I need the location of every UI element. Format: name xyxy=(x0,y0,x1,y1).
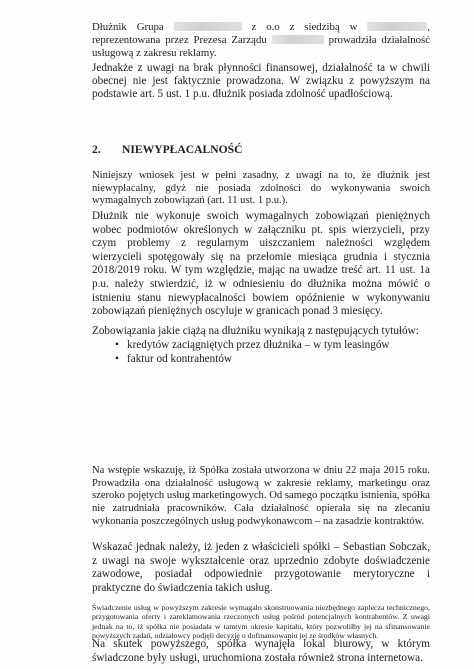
obligation-titles-list xyxy=(115,339,390,366)
intro-text-3: , reprezentowana przez Prezesa Zarządu xyxy=(92,21,430,46)
intro-paragraph-debtor xyxy=(92,21,430,60)
paragraph-justification: Niniejszy wniosek jest w pełni zasadny, z uwagi na to, że dłużnik jest niewypłacalny, gdyż nie posiada zdolności do wykonywania swoich wymagalnych zobowiązań (art. 11 ust. 1 p.u.). xyxy=(92,170,430,207)
section-number: 2. xyxy=(92,143,101,156)
paragraph-services: Świadczenie usług w powyższym zakresie wymagało skonstruowania niezbędnego zaplecza technicznego, przygotowania oferty i zareklamowania rzeczonych usług pośród potencjalnych kontrahentów. Z uwagi jednak na to, iż spółka nie posiadała w tamtym okresie kapitału, który pozwoliłby jej na sfinansowanie powyższych zadań, udziałowcy podjęli decyzję o dofinansowaniu jej ze środków własnych. xyxy=(92,603,430,641)
redacted-city xyxy=(367,22,427,31)
paragraph-owner-experience: Wskazać jednak należy, iż jeden z właścicieli spółki – Sebastian Sobczak, z uwagi na swoje wykształcenie oraz uprzednio zdobyte doświadczenie zawodowe, posiadał odpowiednie przygotowanie merytoryczne i praktyczne do świadczenia takich usług. xyxy=(92,541,430,594)
list-item: • kredytów zaciągniętych przez dłużnika – w tym leasingów xyxy=(115,339,390,353)
intro-text-2: z o.o z siedzibą w xyxy=(251,21,358,33)
intro-text-1: Dłużnik Grupa xyxy=(92,21,164,33)
paragraph-obligations: Dłużnik nie wykonuje swoich wymagalnych zobowiązań pieniężnych wobec podmiotów określonych w załączniku pt. spis wierzycieli, przy czym problemy z regularnym uiszczaniem należności względem wierzycieli spotęgowały się na przełomie miesiąca grudnia i stycznia 2018/2019 roku. W tym względzie, mając na uwadze treść art. 11 ust. 1a p.u. należy stwierdzić, iż w odniesieniu do dłużnika można mówić o istnieniu stanu niewypłacalności bowiem opóźnienie w wykonywaniu zobowiązań pieniężnych oscyluje w granicach ponad 3 miesięcy. xyxy=(92,210,430,318)
paragraph-titles-intro: Zobowiązania jakie ciążą na dłużniku wynikają z następujących tytułów: xyxy=(92,325,419,337)
paragraph-office: Na skutek powyższego, spółka wynajęła lokal biurowy, w którym świadczone były usługi, uruchomiona została również strona internetowa. xyxy=(92,638,430,664)
intro-text-4: prowadziła działalność usługową z zakresu reklamy. xyxy=(92,33,430,59)
redacted-person xyxy=(272,35,324,44)
paragraph-company-history: Na wstępie wskazuję, iż Spółka została utworzona w dniu 22 maja 2015 roku. Prowadziła ona działalność usługową w zakresie reklamy, marketingu oraz szeroko pojętych usług marketingowych. Od samego początku istnienia, spółka nie zatrudniała pracowników. Cała działalność opierała się na zlecaniu wykonania poszczególnych usług podwykonawcom – na zasadzie kontraktów. xyxy=(92,465,430,527)
redacted-name xyxy=(174,22,242,31)
section-heading xyxy=(92,143,242,156)
list-item: • faktur od kontrahentów xyxy=(115,353,390,367)
intro-paragraph-insolvency: Jednakże z uwagi na brak płynności finansowej, działalność ta w chwili obecnej nie jest faktycznie prowadzona. W związku z powyższym na podstawie art. 5 ust. 1 p.u. dłużnik posiada zdolność upadłościową. xyxy=(92,62,430,101)
section-title: NIEWYPŁACALNOŚĆ xyxy=(122,143,243,156)
